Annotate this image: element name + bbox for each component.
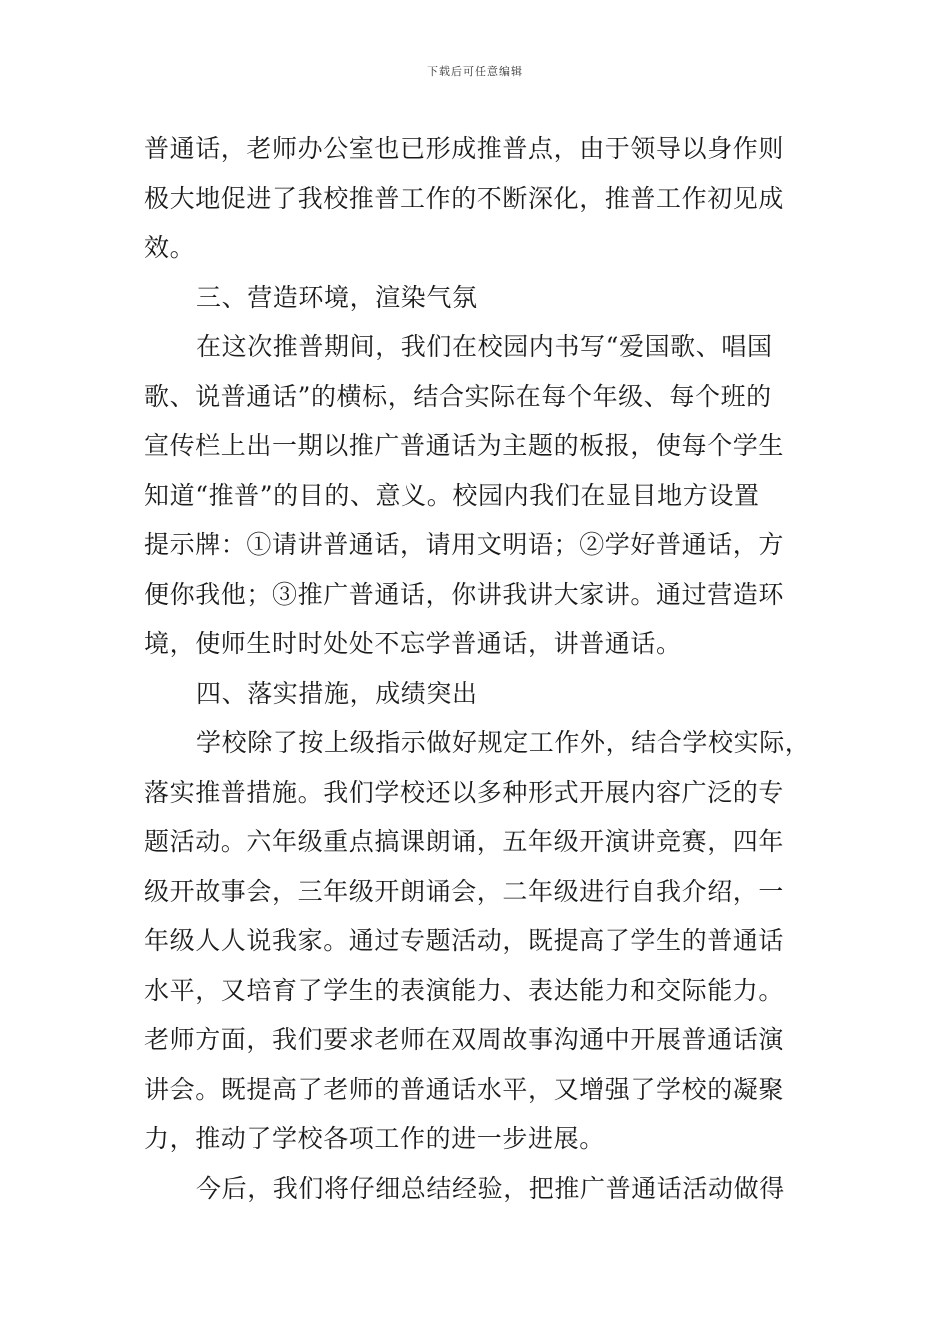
text-line: 提示牌：①请讲普通话，请用文明语；②学好普通话，方 bbox=[144, 530, 785, 559]
text-line: 歌、说普通话”的横标，结合实际在每个年级、每个班的 bbox=[144, 381, 772, 411]
section-heading: 三、营造环境，渲染气氛 bbox=[196, 282, 478, 312]
text-line: 极大地促进了我校推普工作的不断深化，推普工作初见成 bbox=[144, 183, 785, 213]
text-line: 便你我他；③推广普通话，你讲我讲大家讲。通过营造环 bbox=[144, 579, 785, 609]
page-header: 下载后可任意编辑 bbox=[427, 65, 523, 78]
section-heading: 四、落实措施，成绩突出 bbox=[196, 678, 478, 708]
document-body bbox=[144, 124, 834, 1213]
text-line: 年级人人说我家。通过专题活动，既提高了学生的普通话 bbox=[144, 926, 785, 955]
text-line: 级开故事会，三年级开朗诵会，二年级进行自我介绍，一 bbox=[144, 876, 785, 906]
text-line: 落实推普措施。我们学校还以多种形式开展内容广泛的专 bbox=[144, 777, 785, 807]
text-line: 效。 bbox=[144, 233, 196, 262]
text-line: 讲会。既提高了老师的普通话水平，又增强了学校的凝聚 bbox=[144, 1074, 785, 1104]
text-line: 境，使师生时时处处不忘学普通话，讲普通话。 bbox=[144, 629, 682, 658]
text-line: 学校除了按上级指示做好规定工作外，结合学校实际， bbox=[196, 728, 811, 757]
text-line: 今后，我们将仔细总结经验，把推广普通话活动做得 bbox=[196, 1173, 785, 1203]
text-line: 水平，又培育了学生的表演能力、表达能力和交际能力。 bbox=[144, 975, 785, 1005]
text-line: 老师方面，我们要求老师在双周故事沟通中开展普通话演 bbox=[144, 1025, 785, 1054]
text-line: 知道“推普”的目的、意义。校园内我们在显目地方设置 bbox=[144, 480, 760, 510]
text-line: 普通话，老师办公室也已形成推普点，由于领导以身作则 bbox=[144, 134, 785, 163]
text-line: 题活动。六年级重点搞课朗诵，五年级开演讲竞赛，四年 bbox=[144, 827, 785, 856]
text-line: 力，推动了学校各项工作的进一步进展。 bbox=[144, 1124, 605, 1153]
text-line: 在这次推普期间，我们在校园内书写“爱国歌、唱国 bbox=[196, 332, 773, 361]
text-line: 宣传栏上出一期以推广普通话为主题的板报，使每个学生 bbox=[144, 431, 785, 460]
